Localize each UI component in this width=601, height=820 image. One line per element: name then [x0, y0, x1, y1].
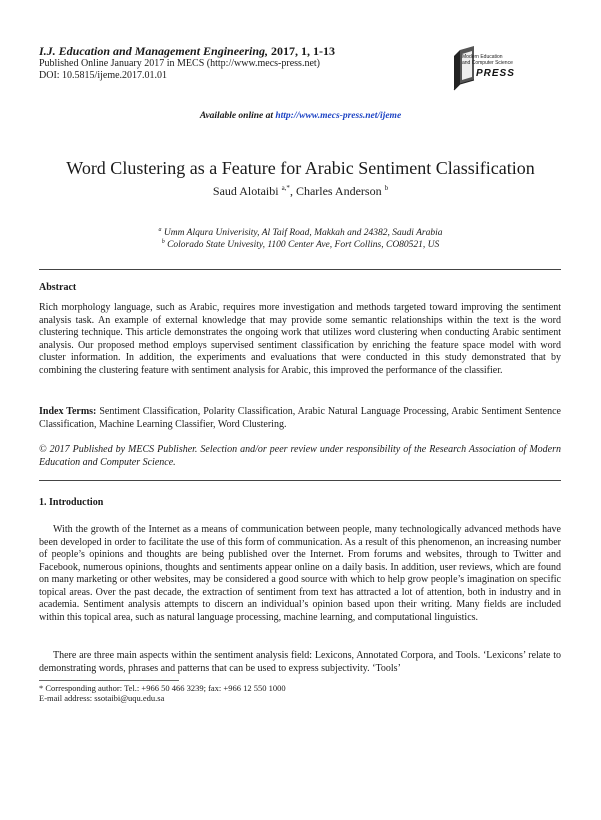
- availability-line: [0, 111, 601, 121]
- journal-citation: [39, 44, 399, 58]
- email-footnote: E-mail address: ssotaibi@uqu.edu.sa: [39, 693, 165, 703]
- logo-caption: [462, 54, 552, 66]
- index-terms-list: Sentiment Classification, Polarity Classification, Arabic Natural Language Processing, Arabic Sentiment Sentence Classification, Machine Learning Classifier, Word Clustering.: [39, 406, 561, 430]
- index-terms: [39, 406, 561, 431]
- abstract-top-rule: [39, 269, 561, 270]
- author-1-marks: a,*: [281, 184, 290, 192]
- abstract-bottom-rule: [39, 480, 561, 481]
- author-1: Saud Alotaibi: [212, 184, 282, 198]
- logo-press-text: PRESS: [476, 68, 515, 79]
- doi-line: DOI: 10.5815/ijeme.2017.01.01: [39, 70, 168, 81]
- journal-header: [39, 44, 399, 82]
- affiliation-b-text: Colorado State Univesity, 1100 Center Ave, Fort Collins, CO80521, US: [164, 240, 440, 251]
- logo-line-2: and Computer Science: [462, 60, 513, 66]
- author-2: , Charles Anderson: [289, 184, 385, 198]
- introduction-heading: 1. Introduction: [39, 497, 104, 508]
- author-list: [0, 184, 601, 199]
- affiliation-b: [0, 236, 601, 251]
- index-terms-label: Index Terms:: [39, 406, 97, 417]
- copyright-notice: © 2017 Published by MECS Publisher. Selection and/or peer review under responsibility of the Research Association of Modern Education and Computer Science.: [39, 444, 561, 468]
- corresponding-author-footnote: * Corresponding author: Tel.: +966 50 466 3239; fax: +966 12 550 1000: [39, 683, 286, 693]
- published-line: Published Online January 2017 in MECS (http://www.mecs-press.net): [39, 58, 320, 69]
- introduction-paragraph-2: There are three main aspects within the sentiment analysis field: Lexicons, Annotated Corpora, and Tools. ‘Lexicons’ relate to demonstrating words, phrases and patterns that can be used to express subjectivity. ‘Tools’: [39, 650, 561, 674]
- abstract-heading: Abstract: [39, 282, 77, 293]
- affiliation-b-mark: b: [161, 239, 165, 245]
- abstract-text: Rich morphology language, such as Arabic, requires more investigation and methods targeted toward improving the sentiment analysis task. An example of external knowledge that may provide some semantic relationships within the text is the word clustering technique. This article demonstrates the ongoing work that utilizes word clustering when conducting Arabic sentiment analysis. Our proposed method employs supervised sentiment classification by enriching the feature space model with word cluster information. In addition, the experiments and evaluations that were conducted in this study demonstrated that by combining the clustering feature with sentiment analysis for Arabic, this improved the performance of the classifier.: [39, 302, 561, 376]
- journal-issue: 2017, 1, 1-13: [268, 44, 336, 58]
- journal-url-link[interactable]: http://www.mecs-press.net/ijeme: [275, 111, 402, 121]
- author-2-marks: b: [384, 184, 389, 192]
- affiliation-a-mark: a: [158, 227, 162, 233]
- affiliation-a-text: Umm Alqura Univerisity, Al Taif Road, Makkah and 24382, Saudi Arabia: [161, 228, 443, 239]
- footnote-rule: [39, 680, 179, 681]
- introduction-paragraph-1: With the growth of the Internet as a means of communication between people, many technologically advanced methods have been developed in order to facilitate the use of this form of communication. As a result of this phenomenon, an increasing number of people’s opinions and thoughts are being published over the Internet. From forums and websites, through to Twitter and Facebook, numerous opinions, thoughts and sentiments appear online on a daily basis. In addition, user reviews, which are found on many marketing or other websites, may be considered a good source with which to help grow people’s imagination on specific topical areas. Over the past decade, the extraction of sentiment from text has attracted a lot of attention, both in industry and in academia. Sentiment analysis attempts to discern an individual’s opinion based upon their writing. Many fields are included within this topical area, such as natural language processing, machine learning, and computational linguistics.: [39, 524, 561, 623]
- logo-line-1: Modern Education: [462, 54, 503, 60]
- paper-title: Word Clustering as a Feature for Arabic Sentiment Classification: [66, 158, 535, 178]
- journal-name: I.J. Education and Management Engineering,: [39, 44, 269, 58]
- availability-prefix: Available online at: [199, 111, 276, 121]
